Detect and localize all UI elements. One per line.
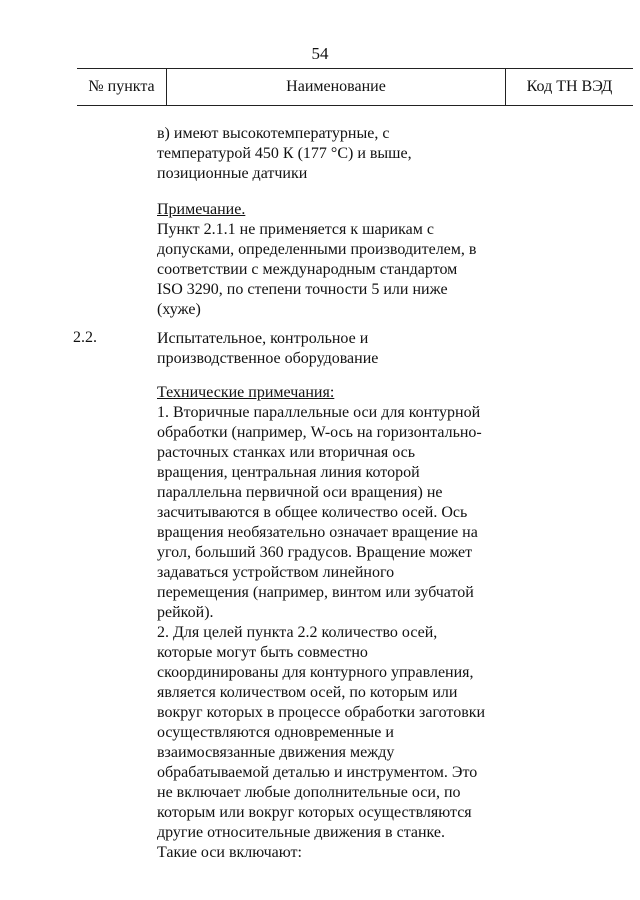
text-line: которым или вокруг которых осуществляются <box>157 804 472 821</box>
text-line: рейкой). <box>157 604 214 621</box>
text-line: обрабатываемой деталью и инструментом. Это <box>157 764 478 781</box>
text-line: (хуже) <box>157 301 201 318</box>
text-line: взаимосвязанные движения между <box>157 744 395 761</box>
text-line: вращения, центральная линия которой <box>157 464 420 481</box>
text-line: задаваться устройством линейного <box>157 564 395 581</box>
text-line: 2. Для целей пункта 2.2 количество осей, <box>157 624 438 641</box>
text-line: расточных станках или вторичная ось <box>157 444 415 461</box>
sensor-condition-text <box>157 124 627 184</box>
text-line: вращения необязательно означает вращение на <box>157 524 478 541</box>
page-number: 54 <box>311 44 329 63</box>
text-line: позиционные датчики <box>157 165 308 182</box>
entry-title <box>157 329 627 369</box>
text-line: засчитываются в общее количество осей. Ось <box>157 504 468 521</box>
text-line: в) имеют высокотемпературные, с <box>157 125 390 142</box>
text-line: Пункт 2.1.1 не применяется к шарикам с <box>157 221 434 238</box>
note-heading: Примечание. <box>157 201 246 218</box>
text-line: соответствии с международным стандартом <box>157 261 458 278</box>
text-line: является количеством осей, по которым или <box>157 684 458 701</box>
text-line: 1. Вторичные параллельные оси для контурной <box>157 404 481 421</box>
text-line: параллельна первичной оси вращения) не <box>157 484 443 501</box>
text-line: угол, больший 360 градусов. Вращение может <box>157 544 473 561</box>
table-header <box>77 68 633 106</box>
text-line: обработки (например, W-ось на горизонтально- <box>157 424 482 441</box>
note-block <box>157 200 627 320</box>
header-tn-ved-code: Код ТН ВЭД <box>526 78 613 95</box>
text-line: перемещения (например, винтом или зубчатой <box>157 584 474 601</box>
entry-number: 2.2. <box>73 329 97 346</box>
text-line: скоординированы для контурного управления, <box>157 664 474 681</box>
header-name: Наименование <box>166 69 506 105</box>
text-line: производственное оборудование <box>157 350 379 367</box>
text-line: другие относительные движения в станке. <box>157 824 446 841</box>
header-item-number: № пункта <box>88 78 155 95</box>
technical-notes-heading: Технические примечания: <box>157 384 335 401</box>
text-line: ISO 3290, по степени точности 5 или ниже <box>157 281 448 298</box>
text-line: осуществляются одновременные и <box>157 724 394 741</box>
text-line: вокруг которых в процессе обработки заготовки <box>157 704 486 721</box>
text-line: Испытательное, контрольное и <box>157 330 369 347</box>
text-line: допусками, определенными производителем, в <box>157 241 477 258</box>
text-line: не включает любые дополнительные оси, по <box>157 784 461 801</box>
text-line: Такие оси включают: <box>157 844 302 861</box>
text-line: температурой 450 К (177 °С) и выше, <box>157 145 412 162</box>
text-line: которые могут быть совместно <box>157 644 368 661</box>
technical-notes-block <box>157 383 627 863</box>
